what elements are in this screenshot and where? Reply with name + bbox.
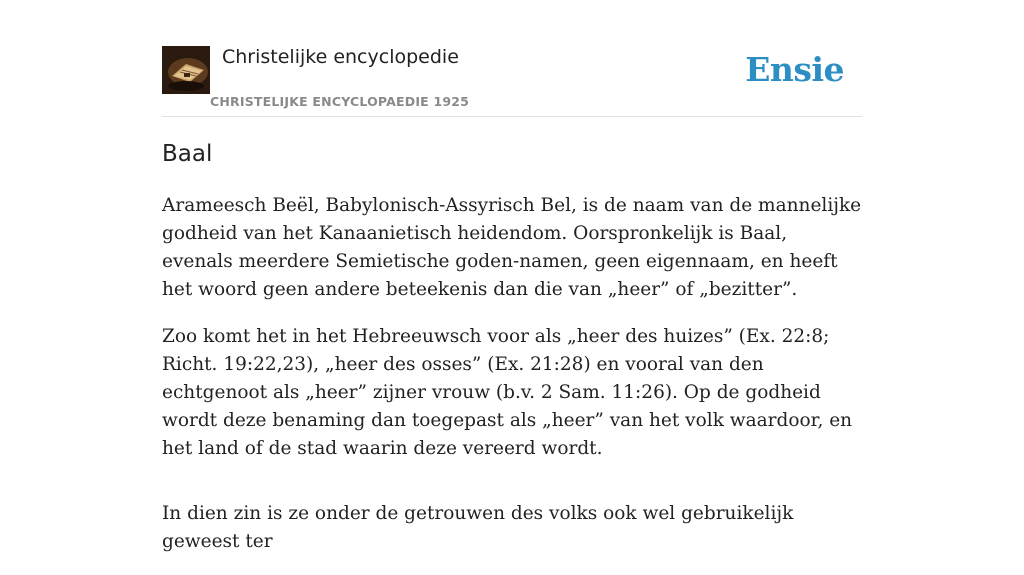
- site-name[interactable]: Christelijke encyclopedie: [222, 46, 459, 68]
- site-subtitle: CHRISTELIJKE ENCYCLOPAEDIE 1925: [210, 94, 470, 109]
- site-header: [162, 46, 862, 117]
- book-image-icon[interactable]: [162, 46, 210, 94]
- article-paragraph: In dien zin is ze onder de getrouwen des volks ook wel gebruikelijk geweest ter: [162, 503, 794, 552]
- article-paragraph: Arameesch Beël, Babylonisch-Assyrisch Bel, is de naam van de mannelijke godheid van het Kanaanietisch heidendom. Oorspronkelijk is Baal, evenals meerdere Semietische goden-namen, geen eigennaam, en heeft het woord geen andere beteekenis dan die van „heer” of „bezitter”.: [162, 195, 862, 300]
- article-paragraph: Zoo komt het in het Hebreeuwsch voor als „heer des huizes” (Ex. 22:8; Richt. 19:22,23), „heer des osses” (Ex. 21:28) en vooral van den echtgenoot als „heer” zijner vrouw (b.v. 2 Sam. 11:26). Op de godheid wordt deze benaming dan toegepast als „heer” van het volk waardoor, en het land of de stad waarin deze vereerd wordt.: [162, 326, 853, 459]
- ensie-logo-link[interactable]: Ensie: [745, 50, 844, 89]
- article-title: Baal: [162, 141, 213, 167]
- article: [162, 138, 862, 575]
